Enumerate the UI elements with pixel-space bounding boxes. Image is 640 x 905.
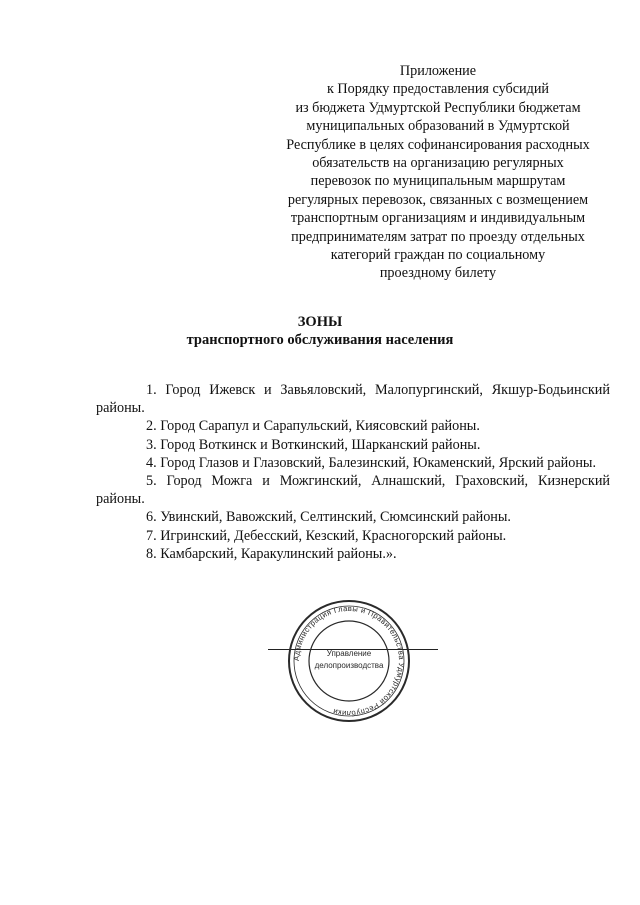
zone-item: 1. Город Ижевск и Завьяловский, Малопургинский, Якшур-Бодьинский районы. — [96, 382, 610, 417]
seal-ring-text: Администрация Главы и Правительства Удмуртской Республики — [291, 603, 407, 719]
zone-item: 3. Город Воткинск и Воткинский, Шарканский районы. — [146, 436, 481, 453]
document-subtitle: транспортного обслуживания населения — [186, 332, 454, 348]
appendix-line: муниципальных образований в Удмуртской — [306, 118, 570, 135]
zone-item: 4. Город Глазов и Глазовский, Балезинский, Юкаменский, Ярский районы. — [146, 454, 596, 471]
appendix-line: к Порядку предоставления субсидий — [326, 81, 550, 98]
appendix-line: регулярных перевозок, связанных с возмещением — [287, 191, 589, 208]
appendix-line: из бюджета Удмуртской Республики бюджетам — [295, 99, 581, 116]
seal-center-text-2: делопроизводства — [314, 661, 384, 670]
zone-item: 7. Игринский, Дебесский, Кезский, Красногорский районы. — [146, 527, 507, 544]
appendix-line: Республике в целях софинансирования расходных — [286, 136, 590, 153]
zone-item: 2. Город Сарапул и Сарапульский, Киясовский районы. — [146, 418, 480, 435]
zone-item: 6. Увинский, Вавожский, Селтинский, Сюмсинский районы. — [146, 509, 511, 526]
appendix-line: перевозок по муниципальным маршрутам — [310, 173, 566, 190]
official-stamp — [268, 598, 438, 724]
document-title: ЗОНЫ — [297, 314, 343, 330]
appendix-line: предпринимателям затрат по проезду отдельных — [291, 228, 585, 245]
appendix-line: категорий граждан по социальному — [330, 247, 546, 264]
appendix-line: Приложение — [399, 63, 477, 79]
zone-item: 8. Камбарский, Каракулинский районы.». — [146, 545, 397, 562]
appendix-header — [270, 62, 606, 283]
appendix-line: проездному билету — [379, 265, 497, 282]
appendix-line: обязательств на организацию регулярных — [312, 155, 564, 172]
zone-item: 5. Город Можга и Можгинский, Алнашский, Граховский, Кизнерский районы. — [96, 473, 610, 508]
seal-center-text-1: Управление — [326, 649, 372, 658]
appendix-line: транспортным организациям и индивидуальным — [290, 210, 586, 227]
seal-icon — [286, 598, 412, 724]
zones-list — [96, 381, 610, 563]
